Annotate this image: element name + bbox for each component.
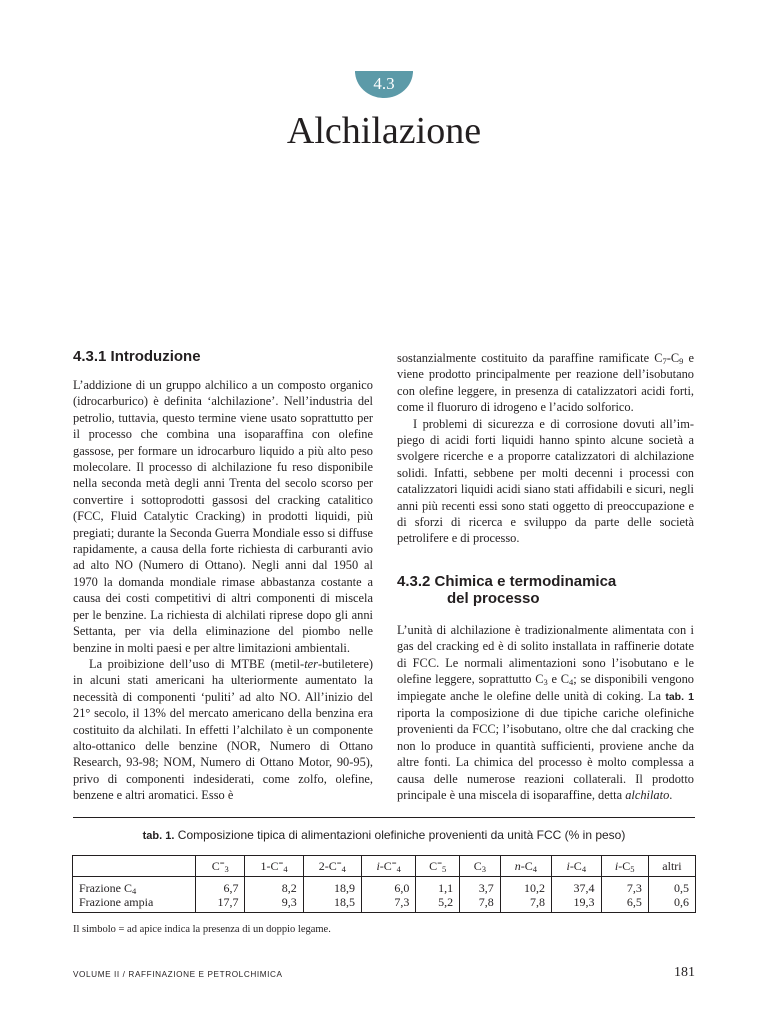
table-header-row bbox=[73, 856, 696, 877]
cell: 0,5 0,6 bbox=[648, 877, 695, 913]
header-2-c4-olefin: $2-C^=_4$ bbox=[303, 856, 361, 877]
chapter-title: Alchilazione bbox=[286, 110, 482, 152]
cell: 7,3 6,5 bbox=[601, 877, 648, 913]
cell: 37,4 19,3 bbox=[552, 877, 601, 913]
table-top-rule bbox=[73, 817, 695, 818]
header-1-c4-olefin: $1-C^=_4$ bbox=[245, 856, 303, 877]
paragraph: sostanzialmente costituito da paraffine ramificate $C_7-C_9$ e viene prodotto principalmente per reazione dell’isobutano con olefine leggere, in presenza di catalizzatori acidi forti, come il fluoruro di idrogeno e l’acido solforico. bbox=[397, 351, 694, 415]
table-caption: tab. 1. Composizione tipica di alimentazioni olefiniche provenienti da unità FCC (% in peso) bbox=[142, 828, 626, 842]
cell: 6,0 7,3 bbox=[361, 877, 415, 913]
section-heading-introduzione: 4.3.1 Introduzione bbox=[73, 348, 201, 365]
cell: 8,2 9,3 bbox=[245, 877, 303, 913]
header-empty bbox=[73, 856, 196, 877]
table-note: Il simbolo = ad apice indica la presenza di un doppio legame. bbox=[73, 924, 331, 935]
paragraph: L’addizione di un gruppo alchilico a un composto organico (idrocarburico) è definita ‘alchilazione’. Nell’industria del petrolio, tuttavia, questo termine viene usato soprattutto per il processo che combina una isoparaffina con olefine gassose, per formare un idrocarburo liquido a più alto peso molecolare. Il processo di alchilazione fu reso disponibile nella seconda metà degli anni Trenta del secolo scorso per convertire i sottoprodotti gassosi del cracking catalitico (FCC, Fluid Catalytic Cracking) in prodotti liquidi, più pregiati; durante la Seconda Guerra Mondiale esso si diffuse rapidamente, a causa della forte richiesta di carburanti avio ad alto NO (Numero di Ottano). Negli anni dal 1950 al 1970 la domanda mondiale rimase abbastanza costante a causa dei costi competitivi di altri componenti di miscela per le benzine. La richiesta di alchilati riprese dopo gli anni Settanta, per via della eliminazione del piombo nelle benzine in molti paesi e per altre limitazioni ambientali. bbox=[73, 378, 373, 655]
cell: 3,7 7,8 bbox=[460, 877, 501, 913]
header-i-c4-olefin: $i-C^=_4$ bbox=[361, 856, 415, 877]
paragraph: L’unità di alchilazione è tradizionalmente alimentata con i gas del cracking ed è di solito installata in raffinerie dotate di FCC. Le normali alimentazioni sono l’isobutano e le olefine leggere, soprattutto $C_3$ e $C_4$; se disponibili vengono impiegate anche le olefine delle unità di coking. La tab. 1 riporta la composizione di due tipiche cariche olefiniche provenienti da FCC; l’isobutano, oltre che dal cracking che non lo produce in quantità sufficienti, proviene anche da altre fonti. La chimica del processo è molto complessa a causa delle numerose reazioni collaterali. Il prodotto principale è una miscela di isoparaffine, detta alchilato. bbox=[397, 622, 694, 802]
running-footer: VOLUME II / RAFFINAZIONE E PETROLCHIMICA bbox=[73, 970, 283, 979]
chapter-number-badge: 4.3 bbox=[355, 71, 413, 98]
header-c3-olefin: $C^=_3$ bbox=[196, 856, 245, 877]
right-column bbox=[397, 350, 694, 803]
header-i-c5: $i-C_5$ bbox=[601, 856, 648, 877]
section-heading-chimica: 4.3.2 Chimica e termodinamica del processo bbox=[397, 572, 617, 607]
cell: 18,9 18,5 bbox=[303, 877, 361, 913]
page-number: 181 bbox=[674, 965, 695, 980]
composition-table bbox=[72, 855, 696, 913]
row-label: Frazione $C_4$ Frazione ampia bbox=[73, 877, 196, 913]
cell: 6,7 17,7 bbox=[196, 877, 245, 913]
header-altri: altri bbox=[648, 856, 695, 877]
left-column bbox=[73, 348, 373, 804]
header-n-c4: $n-C_4$ bbox=[500, 856, 551, 877]
header-i-c4: $i-C_4$ bbox=[552, 856, 601, 877]
header-c5-olefin: $C^=_5$ bbox=[416, 856, 460, 877]
paragraph: I problemi di sicurezza e di corrosione dovuti all’impiego di acidi forti liquidi hanno spinto alcune società a svolgere ricerche e a proporre catalizzatori di alchilazione solidi. Infatti, sebbene per molti decenni i processi con catalizzatori liquidi acidi siano stati affidabili e sicuri, negli anni più recenti essi sono stati oggetto di preoccupazione e di sforzi di ricerca e sviluppo da parte delle società petrolifere e di processo. bbox=[397, 416, 694, 546]
paragraph: La proibizione dell’uso di MTBE (metil-ter-butiletere) in alcuni stati americani ha ulteriormente aumentato la necessità di componenti ‘puliti’ ad alto NO. All’inizio del 21° secolo, il 13% del mercato americano della benzina era costituito da alchilati. In effetti l’alchilato è un componente alto-ottanico delle benzine (NOR, Numero di Ottano Research, 93-98; NOM, Numero di Ottano Motor, 90-95), privo di componenti indesiderati, come zolfo, olefine, benzene e altri aromatici. Esso è bbox=[73, 656, 373, 803]
header-c3: $C_3$ bbox=[460, 856, 501, 877]
cell: 10,2 7,8 bbox=[500, 877, 551, 913]
table-row bbox=[73, 877, 696, 913]
cell: 1,1 5,2 bbox=[416, 877, 460, 913]
